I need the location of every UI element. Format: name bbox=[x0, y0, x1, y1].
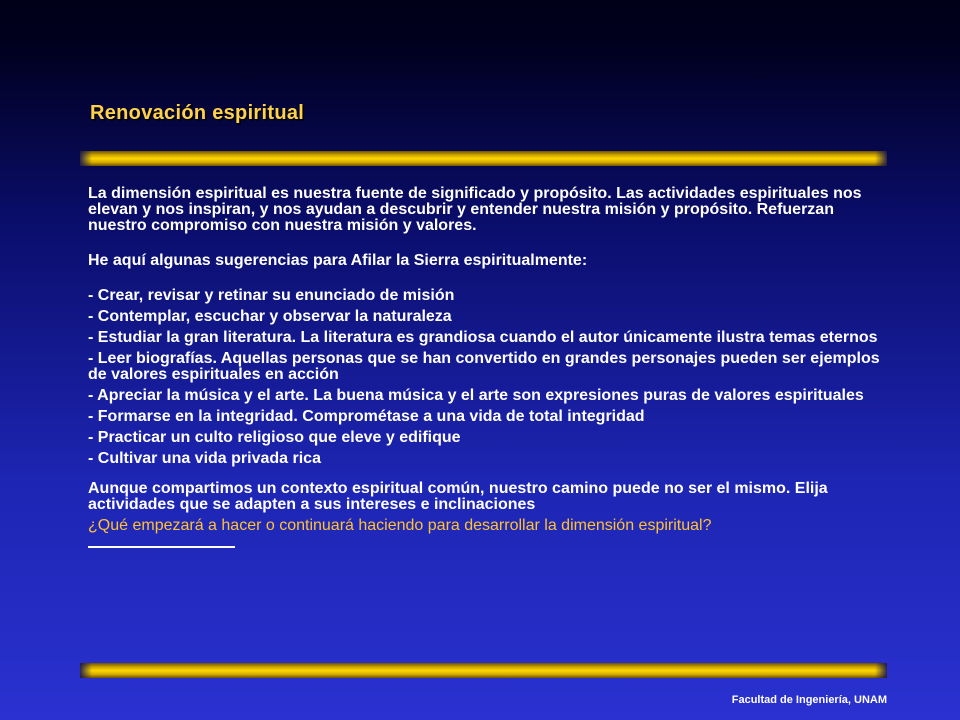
bar-right-cap bbox=[875, 151, 887, 166]
list-item: - Formarse en la integridad. Comprométase a una vida de total integridad bbox=[88, 408, 645, 425]
reflection-question: ¿Qué empezará a hacer o continuará haciendo para desarrollar la dimensión espiritual? bbox=[88, 517, 712, 534]
bar-left-cap bbox=[80, 151, 92, 166]
list-item: - Cultivar una vida privada rica bbox=[88, 450, 321, 467]
list-item: - Crear, revisar y retinar su enunciado de misión bbox=[88, 287, 455, 304]
list-item: - Practicar un culto religioso que eleve y edifique bbox=[88, 429, 461, 446]
slide-title: Renovación espiritual bbox=[90, 102, 305, 124]
bar-left-cap bbox=[80, 663, 92, 678]
closing-paragraph: Aunque compartimos un contexto espiritual común, nuestro camino puede no ser el mismo. Elija actividades que se adapten a sus intereses e inclinaciones bbox=[88, 480, 828, 513]
bottom-divider-bar bbox=[80, 663, 887, 678]
list-item: - Estudiar la gran literatura. La literatura es grandiosa cuando el autor únicamente ilustra temas eternos bbox=[88, 329, 878, 346]
slide-body bbox=[88, 186, 893, 548]
top-divider-bar bbox=[80, 151, 887, 166]
list-item: - Apreciar la música y el arte. La buena música y el arte son expresiones puras de valores espirituales bbox=[88, 387, 864, 404]
suggestions-heading: He aquí algunas sugerencias para Afilar la Sierra espiritualmente: bbox=[88, 252, 588, 269]
list-item: - Contemplar, escuchar y observar la naturaleza bbox=[88, 308, 452, 325]
footer-credit: Facultad de Ingeniería, UNAM bbox=[731, 694, 887, 706]
answer-blank-line bbox=[88, 546, 235, 548]
intro-paragraph: La dimensión espiritual es nuestra fuente de significado y propósito. Las actividades espirituales nos elevan y nos inspiran, y nos ayudan a descubrir y entender nuestra misión y propósito. Refuerzan nuestro compromiso con nuestra misión y valores. bbox=[88, 185, 862, 234]
suggestions-list bbox=[88, 288, 893, 467]
list-item: - Leer biografías. Aquellas personas que se han convertido en grandes personajes pueden ser ejemplos de valores espirituales en acción bbox=[88, 350, 880, 383]
bar-right-cap bbox=[875, 663, 887, 678]
